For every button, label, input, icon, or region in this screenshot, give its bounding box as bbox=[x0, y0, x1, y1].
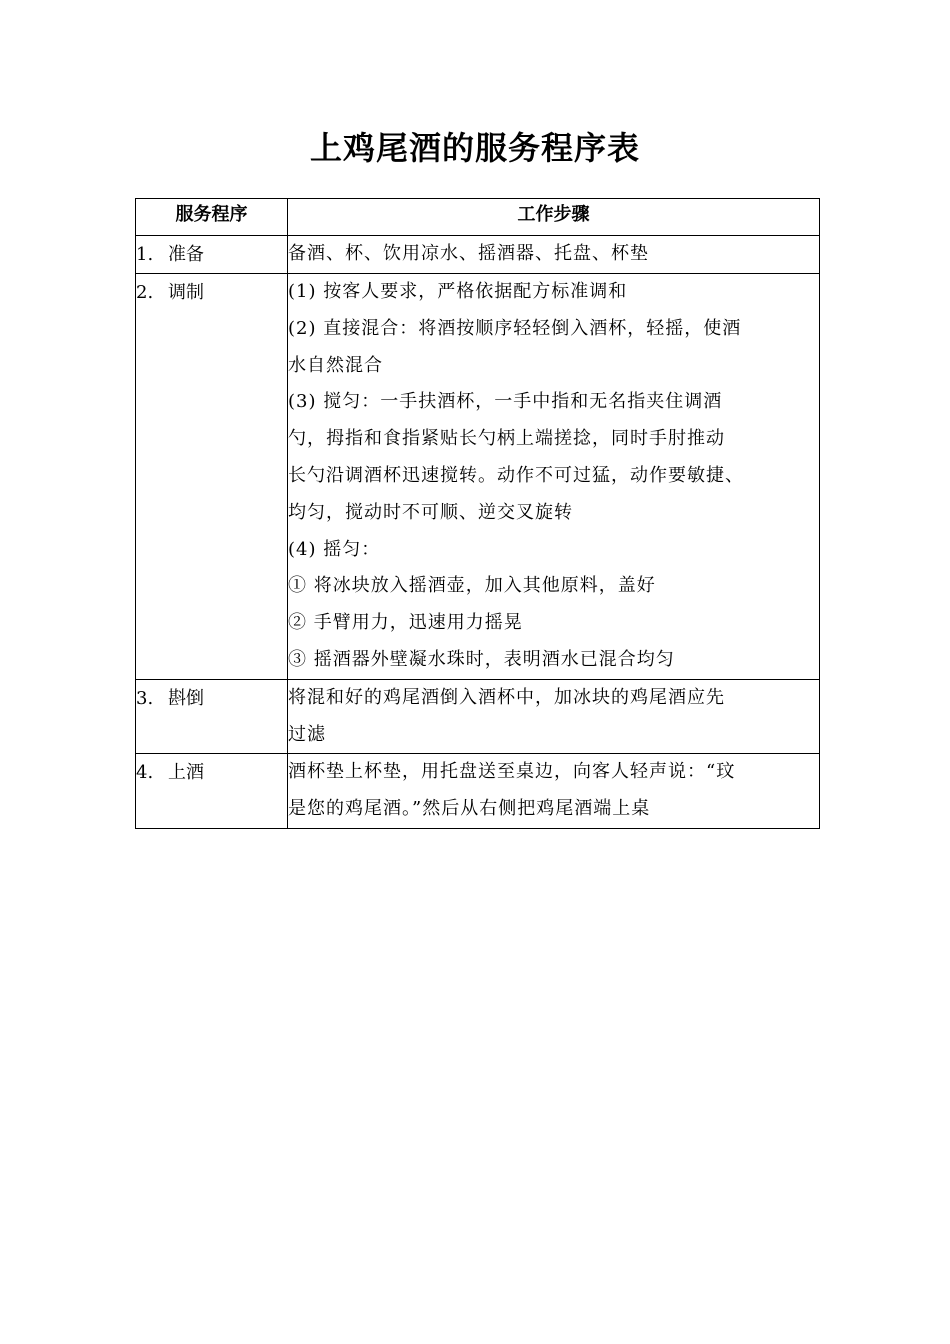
step-line: 勺，拇指和食指紧贴长勺柄上端搓捻，同时手肘推动 bbox=[288, 428, 725, 450]
step-line: 备酒、杯、饮用凉水、摇酒器、托盘、杯垫 bbox=[288, 243, 649, 264]
procedure-cell bbox=[136, 754, 288, 829]
page-title: 上鸡尾酒的服务程序表 bbox=[309, 129, 640, 167]
procedure-name: 准备 bbox=[168, 244, 204, 265]
step-line: 均匀，搅动时不可顺、逆交叉旋转 bbox=[288, 501, 573, 523]
procedure-number: 2. bbox=[136, 282, 154, 303]
step-line: 是您的鸡尾酒。”然后从右侧把鸡尾酒端上桌 bbox=[288, 798, 651, 820]
procedure-name: 上酒 bbox=[168, 762, 204, 784]
step-line: (4) 摇匀： bbox=[288, 538, 381, 560]
step-line: 酒杯垫上杯垫，用托盘送至桌边，向客人轻声说：“玟 bbox=[288, 761, 736, 783]
step-line: 水自然混合 bbox=[288, 354, 383, 376]
step-line: (1) 按客人要求，严格依据配方标准调和 bbox=[288, 281, 628, 302]
step-line: ① 将冰块放入摇酒壶，加入其他原料，盖好 bbox=[288, 575, 656, 597]
procedure-number: 3. bbox=[136, 687, 154, 709]
step-line: (3) 搅匀：一手扶酒杯，一手中指和无名指夹住调酒 bbox=[288, 391, 723, 413]
procedure-name: 调制 bbox=[168, 282, 204, 303]
service-procedure-table bbox=[135, 198, 820, 829]
procedure-name: 斟倒 bbox=[168, 687, 204, 709]
table-row bbox=[136, 236, 820, 274]
step-line: ③ 摇酒器外壁凝水珠时，表明酒水已混合均匀 bbox=[288, 648, 675, 670]
steps-cell bbox=[288, 236, 820, 274]
column-header-steps: 工作步骤 bbox=[288, 199, 820, 236]
step-line: 长勺沿调酒杯迅速搅转。动作不可过猛，动作要敏捷、 bbox=[288, 464, 744, 486]
procedure-number: 1. bbox=[136, 244, 154, 265]
procedure-cell bbox=[136, 236, 288, 274]
steps-cell bbox=[288, 274, 820, 680]
table-row bbox=[136, 754, 820, 829]
step-line: (2) 直接混合：将酒按顺序轻轻倒入酒杯，轻摇，使酒 bbox=[288, 317, 742, 339]
column-header-procedure: 服务程序 bbox=[136, 199, 288, 236]
steps-cell bbox=[288, 754, 820, 829]
steps-cell bbox=[288, 679, 820, 754]
procedure-cell bbox=[136, 274, 288, 680]
step-line: 将混和好的鸡尾酒倒入酒杯中，加冰块的鸡尾酒应先 bbox=[288, 686, 725, 708]
procedure-cell bbox=[136, 679, 288, 754]
step-line: 过滤 bbox=[288, 723, 326, 745]
step-line: ② 手臂用力，迅速用力摇晃 bbox=[288, 612, 523, 634]
table-row bbox=[136, 679, 820, 754]
table-row bbox=[136, 274, 820, 680]
procedure-number: 4. bbox=[136, 762, 154, 784]
table-header-row bbox=[136, 199, 820, 236]
